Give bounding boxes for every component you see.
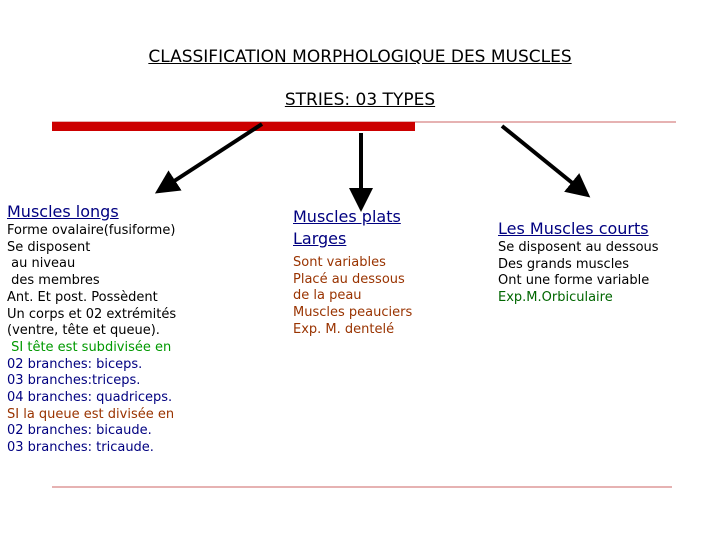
text-line: 03 branches:triceps. [7,373,141,389]
text-line: Un corps et 02 extrémités [7,306,177,322]
text-line: Sont variables [293,255,386,270]
text-line: Se disposent [7,239,91,255]
heading-muscles-courts: Les Muscles courts [498,219,649,238]
text-line: Muscles peauciers [293,305,413,321]
text-line: Se disposent au dessous [498,240,659,255]
text-line: SI tête est subdivisée en [7,339,172,355]
text-line: (ventre, tête et queue). [7,323,160,339]
column-muscles-plats [293,206,483,339]
text-line: 03 branches: tricaude. [7,440,154,456]
heading-muscles-plats-larges: Larges [293,229,347,248]
arrow-right [502,126,581,190]
text-line: 02 branches: biceps. [7,356,143,372]
text-line: au niveau [7,256,76,272]
text-line: SI la queue est divisée en [7,406,175,422]
text-line: 02 branches: bicaude. [7,423,152,439]
text-line: Placé au dessous [293,271,405,287]
column-muscles-longs [7,201,237,457]
page-subtitle: STRIES: 03 TYPES [284,90,436,110]
arrow-left [165,124,262,187]
text-line: Ont une forme variable [498,273,650,289]
text-line: des membres [7,273,100,289]
text-line: 04 branches: quadriceps. [7,390,173,406]
text-line: Ant. Et post. Possèdent [7,289,158,305]
page-title: CLASSIFICATION MORPHOLOGIQUE DES MUSCLES [148,47,572,67]
heading-muscles-longs: Muscles longs [7,202,119,221]
heading-muscles-plats: Muscles plats [293,207,401,226]
text-line: Exp.M.Orbiculaire [498,290,613,306]
text-line: Des grands muscles [498,256,630,272]
column-muscles-courts [498,218,718,307]
red-accent-bar [52,122,415,131]
text-line: de la peau [293,288,362,304]
text-line: Exp. M. dentelé [293,321,395,337]
text-line: Forme ovalaire(fusiforme) [7,223,176,238]
